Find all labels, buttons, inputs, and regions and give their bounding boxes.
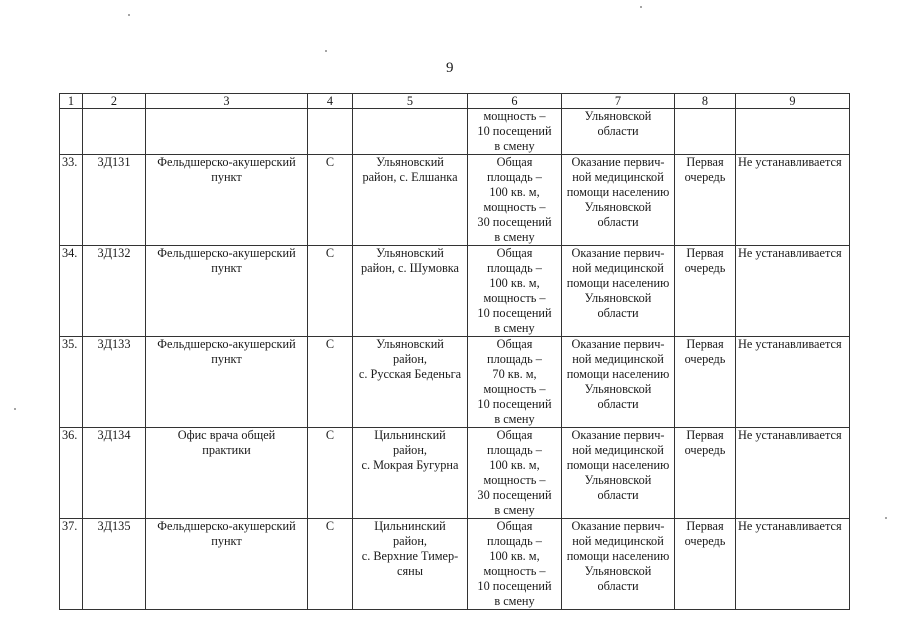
cell-type: С [308,519,353,610]
cell-code: 3Д131 [83,155,146,246]
cell-zone: Не устанавливается [736,519,850,610]
cell-location [353,109,468,155]
cell-params: Общая площадь – 100 кв. м, мощность – 30 посещений в смену [468,428,562,519]
cell-params: Общая площадь – 100 кв. м, мощность – 30 посещений в смену [468,155,562,246]
continuation-row [60,109,850,155]
cell-priority: Первая очередь [675,519,736,610]
scan-speck [640,6,642,8]
cell-purpose: Оказание первич- ной медицинской помощи населению Ульяновской области [562,337,675,428]
cell-priority: Первая очередь [675,428,736,519]
cell-params: Общая площадь – 100 кв. м, мощность – 10 посещений в смену [468,519,562,610]
cell-num [60,109,83,155]
header-col-7: 7 [562,94,675,109]
cell-purpose: Ульяновской области [562,109,675,155]
header-col-6: 6 [468,94,562,109]
cell-purpose: Оказание первич- ной медицинской помощи населению Ульяновской области [562,155,675,246]
cell-location: Ульяновский район, с. Елшанка [353,155,468,246]
cell-code: 3Д135 [83,519,146,610]
cell-name [146,109,308,155]
cell-name: Фельдшерско-акушерский пункт [146,155,308,246]
cell-num: 35. [60,337,83,428]
cell-name: Офис врача общей практики [146,428,308,519]
cell-zone [736,109,850,155]
page-number: 9 [446,60,454,76]
cell-num: 37. [60,519,83,610]
table-row [60,337,850,428]
header-col-8: 8 [675,94,736,109]
cell-code: 3Д134 [83,428,146,519]
header-col-3: 3 [146,94,308,109]
scan-speck [325,50,327,52]
cell-purpose: Оказание первич- ной медицинской помощи населению Ульяновской области [562,519,675,610]
cell-num: 34. [60,246,83,337]
scan-speck [885,517,887,519]
table-row [60,519,850,610]
scan-speck [14,408,16,410]
cell-code: 3Д132 [83,246,146,337]
cell-type: С [308,337,353,428]
cell-name: Фельдшерско-акушерский пункт [146,519,308,610]
cell-priority: Первая очередь [675,337,736,428]
cell-params: Общая площадь – 70 кв. м, мощность – 10 посещений в смену [468,337,562,428]
cell-name: Фельдшерско-акушерский пункт [146,246,308,337]
cell-zone: Не устанавливается [736,155,850,246]
cell-priority: Первая очередь [675,246,736,337]
cell-location: Ульяновский район, с. Шумовка [353,246,468,337]
cell-num: 33. [60,155,83,246]
header-col-1: 1 [60,94,83,109]
cell-params: Общая площадь – 100 кв. м, мощность – 10 посещений в смену [468,246,562,337]
cell-type: С [308,428,353,519]
cell-location: Ульяновский район, с. Русская Беденьга [353,337,468,428]
cell-purpose: Оказание первич- ной медицинской помощи населению Ульяновской области [562,428,675,519]
cell-priority: Первая очередь [675,155,736,246]
cell-priority [675,109,736,155]
cell-name: Фельдшерско-акушерский пункт [146,337,308,428]
table-row [60,428,850,519]
header-col-5: 5 [353,94,468,109]
cell-type: С [308,155,353,246]
header-row [60,94,850,109]
cell-params: мощность – 10 посещений в смену [468,109,562,155]
table-row [60,155,850,246]
table-row [60,246,850,337]
header-col-2: 2 [83,94,146,109]
header-col-4: 4 [308,94,353,109]
cell-code [83,109,146,155]
cell-zone: Не устанавливается [736,246,850,337]
cell-location: Цильнинский район, с. Верхние Тимер- сяны [353,519,468,610]
scan-speck [128,14,130,16]
document-table [59,93,850,610]
header-col-9: 9 [736,94,850,109]
cell-location: Цильнинский район, с. Мокрая Бугурна [353,428,468,519]
cell-type: С [308,246,353,337]
cell-zone: Не устанавливается [736,428,850,519]
cell-type [308,109,353,155]
cell-num: 36. [60,428,83,519]
cell-zone: Не устанавливается [736,337,850,428]
cell-purpose: Оказание первич- ной медицинской помощи населению Ульяновской области [562,246,675,337]
cell-code: 3Д133 [83,337,146,428]
